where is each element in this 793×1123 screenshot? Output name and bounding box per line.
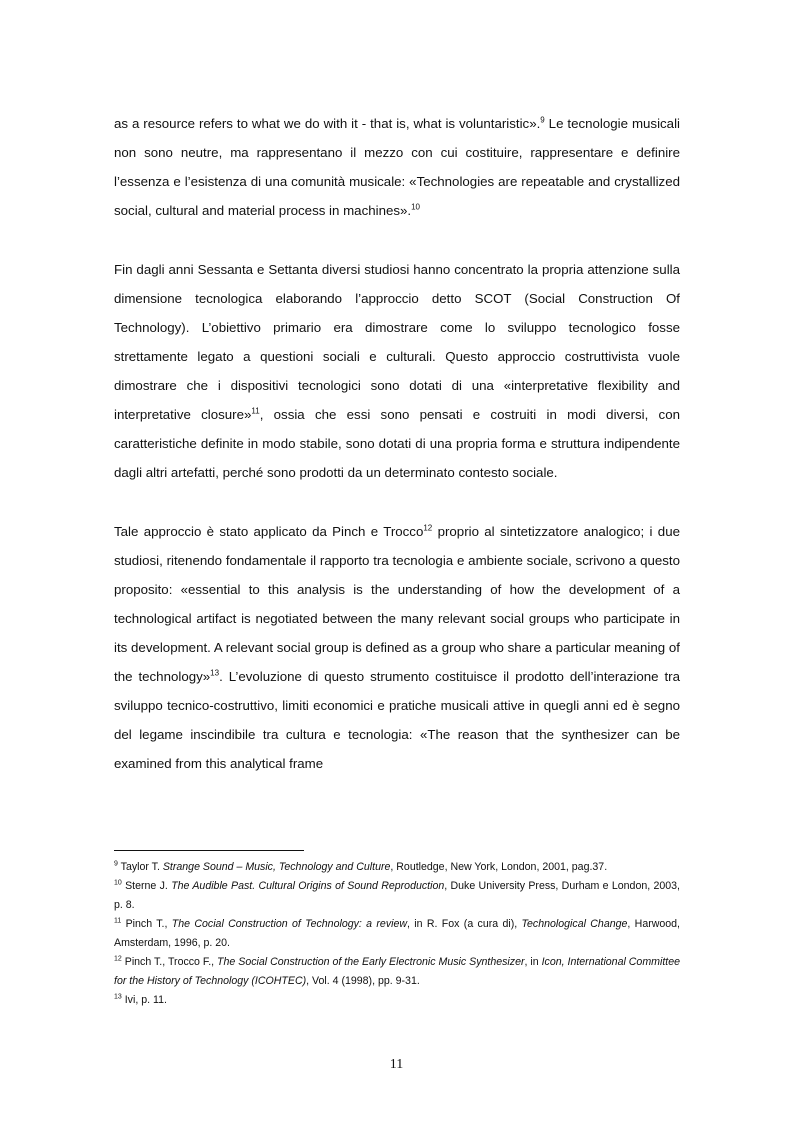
footnote-12 (114, 953, 680, 991)
paragraph-3 (114, 517, 680, 778)
footnote-text: Sterne J. (121, 880, 172, 892)
footnote-title: The Cocial Construction of Technology: a review (171, 918, 408, 930)
footnote-number: 11 (114, 917, 122, 925)
paragraph-2-text-a: Fin dagli anni Sessanta e Settanta diversi studiosi hanno concentrato la propria attenzione sulla dimensione tecnologica elaborando l’approccio detto SCOT (Social Construction Of Technology). L’obiettivo primario era dimostrare come lo sviluppo tecnologico fosse strettamente legato a questioni sociali e culturali. Questo approccio costruttivista vuole dimostrare che i dispositivi tecnologici sono dotati di una «interpretative flexibility and interpretative closure» (114, 262, 680, 422)
footnote-text: , Duke University Press, Durham e London, 2003, p. 8. (114, 880, 680, 911)
footnote-title: Strange Sound – Music, Technology and Culture (162, 861, 391, 873)
footnote-13 (114, 991, 680, 1010)
paragraph-3-text-a: Tale approccio è stato applicato da Pinch e Trocco (114, 524, 424, 539)
paragraph-2 (114, 255, 680, 487)
footnote-10 (114, 877, 680, 915)
footnote-number: 12 (114, 955, 122, 963)
footnote-text: , in (524, 956, 542, 968)
footnote-11 (114, 915, 680, 953)
paragraph-3-text-b: proprio al sintetizzatore analogico; i due studiosi, ritenendo fondamentale il rapporto tra tecnologia e ambiente sociale, scrivono a questo proposito: «essential to this analysis is the understanding of how the development of a technological artifact is negotiated between the many relevant social groups who participate in its development. A relevant social group is defined as a group who share a particular meaning of the technology» (114, 524, 680, 684)
footnote-text: Ivi, p. 11. (121, 994, 167, 1006)
paragraph-3-text-c: . L’evoluzione di questo strumento costituisce il prodotto dell’interazione tra sviluppo tecnico-costruttivo, limiti economici e pratiche musicali attive in quegli anni ed è segno del legame inscindibile tra cultura e tecnologia: «The reason that the synthesizer can be examined from this analytical frame (114, 669, 681, 771)
paragraph-1-text-b: Le tecnologie musicali non sono neutre, ma rappresentano il mezzo con cui costituire, rappresentare e definire l’essenza e l’esistenza di una comunità musicale: «Technologies are repeatable and crystallized social, cultural and material process in machines». (114, 116, 680, 218)
footnotes (114, 858, 680, 1010)
footnote-title: The Audible Past. Cultural Origins of Sound Reproduction (171, 880, 445, 892)
footnote-number: 10 (114, 879, 122, 887)
footnote-text: , in R. Fox (a cura di), (407, 918, 522, 930)
footnote-title: Technological Change (521, 918, 628, 930)
footnote-title: The Social Construction of the Early Electronic Music Synthesizer (217, 956, 525, 968)
footnote-ref-11[interactable]: 11 (251, 406, 260, 416)
paragraph-2-text-b: , ossia che essi sono pensati e costruiti in modi diversi, con caratteristiche definite in modo stabile, sono dotati di una propria forma e struttura indipendente dagli altri artefatti, perché sono prodotti da un determinato contesto sociale. (114, 407, 680, 480)
footnote-text: Pinch T., (121, 918, 172, 930)
footnote-text: Pinch T., Trocco F., (121, 956, 218, 968)
paragraph-1-text-a: as a resource refers to what we do with it - that is, what is voluntaristic». (114, 116, 541, 131)
footnote-ref-13[interactable]: 13 (210, 668, 220, 678)
footnote-ref-9[interactable]: 9 (540, 115, 545, 125)
paragraph-1 (114, 109, 680, 225)
footnote-number: 9 (114, 860, 118, 868)
footnote-9 (114, 858, 680, 877)
page-number: 11 (389, 1057, 404, 1072)
footnote-text: Taylor T. (117, 861, 163, 873)
footnote-number: 13 (114, 993, 122, 1001)
footnote-ref-10[interactable]: 10 (411, 202, 421, 212)
footnote-text: , Vol. 4 (1998), pp. 9-31. (306, 975, 420, 987)
footnote-text: , Routledge, New York, London, 2001, pag.37. (390, 861, 608, 873)
footnote-title: Icon, International Committee for the History of Technology (ICOHTEC) (114, 956, 680, 987)
footnote-text: , Harwood, Amsterdam, 1996, p. 20. (114, 918, 681, 949)
footnote-ref-12[interactable]: 12 (423, 523, 433, 533)
footnote-separator (114, 850, 304, 851)
